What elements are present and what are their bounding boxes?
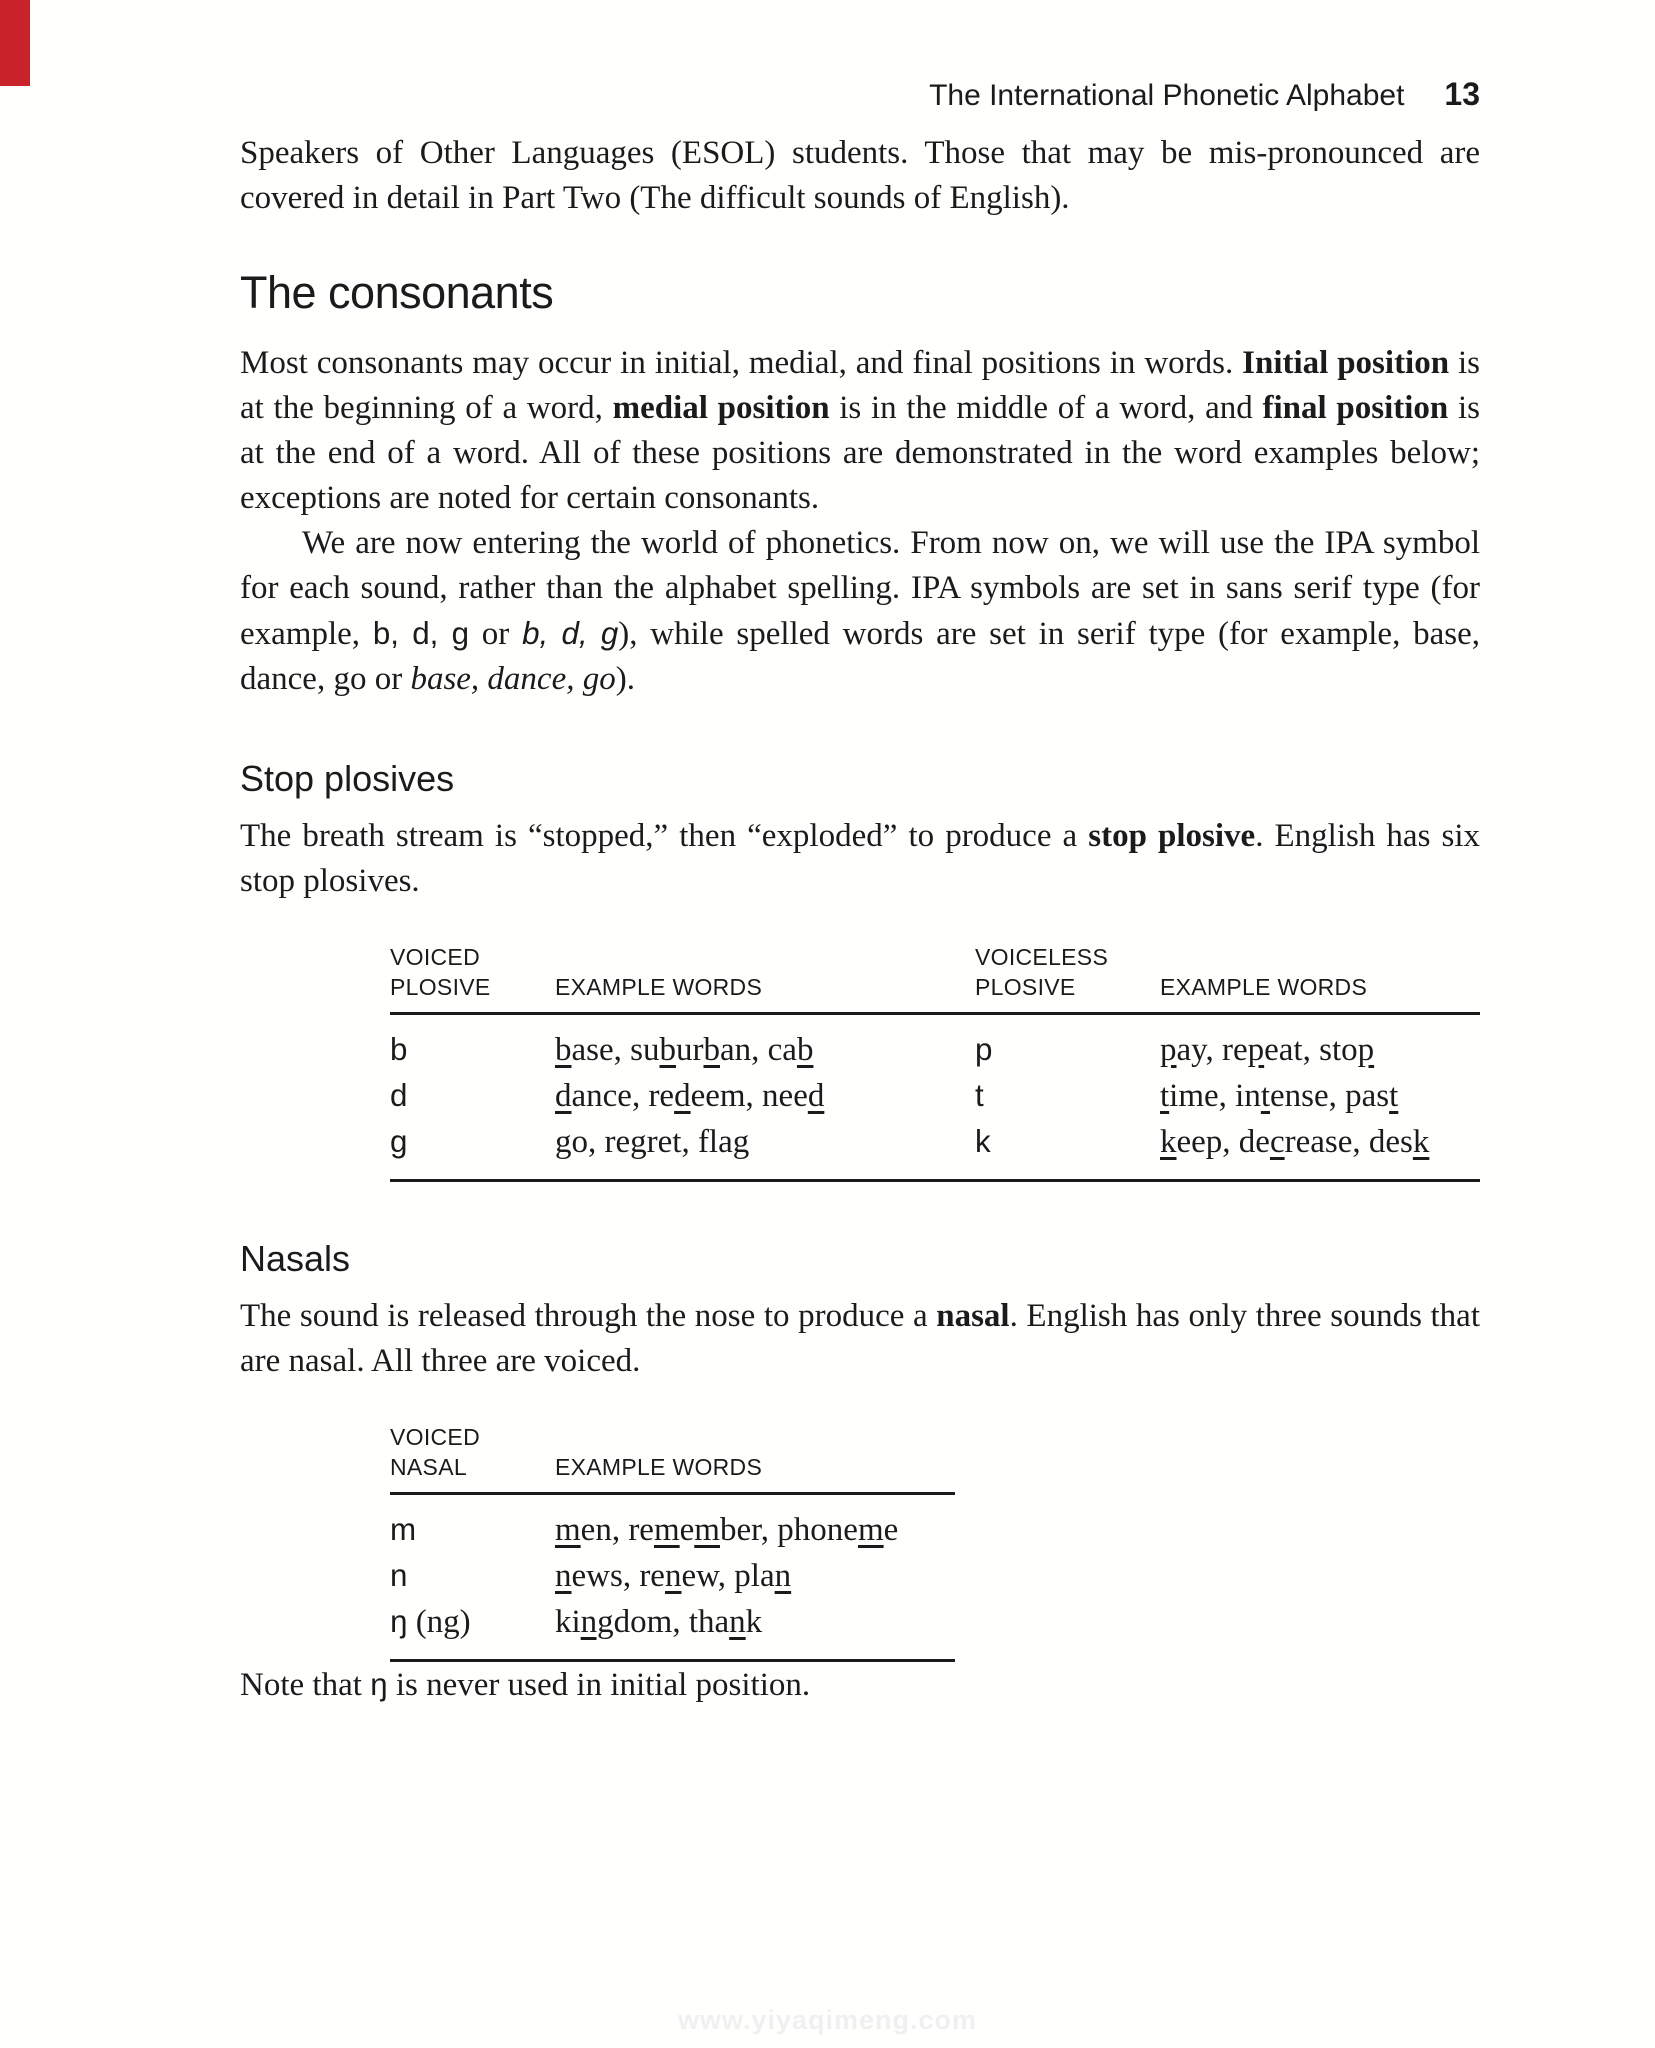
ipa-symbol-cell (390, 1599, 555, 1661)
example-words-cell (555, 1073, 975, 1119)
stop-plosives-table-head (390, 942, 1480, 1014)
text-segment: m (555, 1512, 581, 1548)
text-segment: k (1160, 1124, 1177, 1160)
text-segment: ay, re (1176, 1032, 1248, 1068)
table-header-row (390, 942, 1480, 1014)
text-segment: The sound is released through the nose to produce a (240, 1298, 937, 1334)
ipa-symbol-cell (390, 1494, 555, 1554)
text-segment: ber, phone (719, 1512, 858, 1548)
text-segment: g (555, 1124, 572, 1160)
consonants-paragraph (240, 341, 1480, 521)
ipa-symbol-cell (390, 1014, 555, 1074)
example-words-cell (1160, 1073, 1480, 1119)
ipa-symbol-cell (390, 1073, 555, 1119)
text-segment: b, d, g (372, 616, 470, 651)
text-segment: t (1389, 1078, 1399, 1114)
text-segment: eep, de (1176, 1124, 1270, 1160)
text-segment: Initial position (1242, 345, 1450, 381)
text-segment: g (390, 1124, 408, 1159)
text-segment: k (975, 1124, 991, 1159)
col-header-line: VOICED (390, 944, 480, 970)
subsection-heading-stop-plosives: Stop plosives (240, 758, 455, 799)
text-segment: n (774, 1558, 792, 1594)
nasals-table (390, 1422, 955, 1662)
text-segment: m (694, 1512, 720, 1548)
nasals-table-head (390, 1422, 955, 1494)
text-segment: b (796, 1032, 814, 1068)
text-segment: p (1247, 1032, 1265, 1068)
example-words-cell (555, 1599, 955, 1661)
text-segment: o, re (571, 1124, 631, 1160)
col-header-line: VOICED (390, 1424, 480, 1450)
ipa-symbol-cell (975, 1014, 1160, 1074)
text-segment: t (1160, 1078, 1170, 1114)
text-segment: eat, sto (1264, 1032, 1358, 1068)
text-segment: ki (555, 1604, 581, 1640)
table-row (390, 1073, 1480, 1119)
ipa-symbol-cell (390, 1553, 555, 1599)
section-heading-consonants: The consonants (240, 267, 554, 318)
text-segment: k (745, 1604, 763, 1640)
text-segment: e (883, 1512, 899, 1548)
col-header-line: EXAMPLE WORDS (1160, 974, 1368, 1000)
text-segment: ), while spelled words are set in serif type (for example, base, dance, go or (240, 616, 1480, 697)
col-header-example-words (555, 1422, 955, 1494)
text-segment: Note that (240, 1667, 371, 1703)
text-segment: nasal (936, 1298, 1010, 1334)
text-segment: (ng) (407, 1604, 471, 1640)
text-segment: or (469, 616, 523, 652)
table-row (390, 1494, 955, 1554)
col-header-example-words (1160, 942, 1480, 1014)
text-segment: ). (615, 661, 635, 697)
running-header-title: The International Phonetic Alphabet (929, 79, 1405, 112)
text-segment: k (1412, 1124, 1430, 1160)
text-segment: eem, nee (690, 1078, 808, 1114)
text-segment: p (1357, 1032, 1375, 1068)
text-segment: n (729, 1604, 746, 1640)
text-segment: ime, in (1169, 1078, 1261, 1114)
subsection-heading-nasals: Nasals (240, 1238, 351, 1279)
text-segment: en, re (580, 1512, 654, 1548)
text-segment: ews, re (571, 1558, 665, 1594)
col-header-line: EXAMPLE WORDS (555, 1454, 763, 1480)
text-segment: is at the beginning of a word, (240, 345, 1480, 426)
text-segment: n (664, 1558, 682, 1594)
text-segment: m (390, 1512, 417, 1547)
col-header-line: PLOSIVE (975, 974, 1076, 1000)
intro-paragraph (240, 131, 1480, 221)
nasals-paragraph (240, 1294, 1480, 1384)
text-segment: b (555, 1032, 572, 1068)
text-segment: m (857, 1512, 884, 1548)
text-segment: d (555, 1078, 572, 1114)
text-segment: . English has six stop plosives. (240, 818, 1480, 899)
col-header-voiced-plosive (390, 942, 555, 1014)
text-segment: Speakers of Other Languages (ESOL) students. Those that may be mis-pronounced are covered in detail in Part Two (The difficult sounds of English). (240, 135, 1480, 216)
example-words-cell (1160, 1119, 1480, 1181)
text-segment: d (390, 1078, 408, 1113)
text-segment: b (390, 1032, 408, 1067)
text-segment: d (807, 1078, 825, 1114)
table-row (390, 1119, 1480, 1181)
text-segment: stop plosive (1088, 818, 1256, 854)
table-row (390, 1599, 955, 1661)
text-segment: rease, des (1284, 1124, 1413, 1160)
text-segment: ase, su (571, 1032, 660, 1068)
page-corner-tab (0, 0, 30, 86)
page-number: 13 (1444, 76, 1480, 112)
text-segment: is never used in initial position. (387, 1667, 811, 1703)
text-segment: is at the end of a word. All of these positions are demonstrated in the word examples below; exceptions are noted for certain consonants. (240, 390, 1481, 516)
phonetics-paragraph (240, 521, 1480, 702)
text-segment: is in the middle of a word, and (829, 390, 1263, 426)
col-header-line: NASAL (390, 1454, 467, 1480)
text-segment: t (1260, 1078, 1270, 1114)
table-row (390, 1553, 955, 1599)
text-segment: ew, pla (681, 1558, 775, 1594)
text-segment: an, ca (719, 1032, 797, 1068)
col-header-voiced-nasal (390, 1422, 555, 1494)
watermark: www.yiyaqimeng.com (677, 2005, 978, 2035)
text-segment: ret, fla (646, 1124, 733, 1160)
text-segment: m (653, 1512, 680, 1548)
page-content (240, 0, 1480, 1708)
text-segment: final position (1262, 390, 1449, 426)
running-header (240, 76, 1480, 113)
text-segment: t (975, 1078, 984, 1113)
text-segment: ur (675, 1032, 704, 1068)
text-segment: The breath stream is “stopped,” then “exploded” to produce a (240, 818, 1089, 854)
text-segment: dom, tha (613, 1604, 730, 1640)
stop-plosives-table (390, 942, 1480, 1182)
text-segment: e (679, 1512, 695, 1548)
text-segment: ense, pas (1270, 1078, 1390, 1114)
text-segment: c (1269, 1124, 1285, 1160)
text-segment: p (975, 1032, 993, 1067)
text-segment: ance, re (571, 1078, 675, 1114)
ipa-symbol-cell (975, 1073, 1160, 1119)
text-segment: g (630, 1124, 647, 1160)
text-segment: g (732, 1124, 750, 1160)
table-row (390, 1014, 1480, 1074)
ipa-symbol-cell (975, 1119, 1160, 1181)
text-segment: n (390, 1558, 408, 1593)
col-header-line: VOICELESS (975, 944, 1109, 970)
text-segment: base, dance, go (410, 661, 616, 697)
text-segment: medial position (612, 390, 830, 426)
text-segment: b, d, g (522, 616, 619, 651)
text-segment: ng (580, 1604, 614, 1640)
stop-plosives-table-body (390, 1014, 1480, 1181)
example-words-cell (555, 1014, 975, 1074)
example-words-cell (555, 1494, 955, 1554)
nasals-table-body (390, 1494, 955, 1661)
col-header-line: EXAMPLE WORDS (555, 974, 763, 1000)
ipa-symbol-cell (390, 1119, 555, 1181)
text-segment: b (659, 1032, 676, 1068)
text-segment: We are now entering the world of phonetics. From now on, we will use the IPA symbol for each sound, rather than the alphabet spelling. IPA symbols are set in sans serif type (for example, (240, 525, 1480, 652)
col-header-line: PLOSIVE (390, 974, 491, 1000)
text-segment: ŋ (390, 1604, 408, 1639)
text-segment: . English has only three sounds that are nasal. All three are voiced. (240, 1298, 1480, 1379)
example-words-cell (555, 1553, 955, 1599)
text-segment: b (703, 1032, 720, 1068)
example-words-cell (1160, 1014, 1480, 1074)
nasals-note-paragraph (240, 1662, 1480, 1708)
col-header-example-words (555, 942, 975, 1014)
stop-plosives-paragraph (240, 814, 1480, 904)
text-segment: Most consonants may occur in initial, medial, and final positions in words. (240, 345, 1243, 381)
text-segment: ŋ (370, 1667, 388, 1702)
text-segment: d (674, 1078, 691, 1114)
col-header-voiceless-plosive (975, 942, 1160, 1014)
example-words-cell (555, 1119, 975, 1181)
text-segment: p (1160, 1032, 1177, 1068)
text-segment: n (555, 1558, 572, 1594)
table-header-row (390, 1422, 955, 1494)
